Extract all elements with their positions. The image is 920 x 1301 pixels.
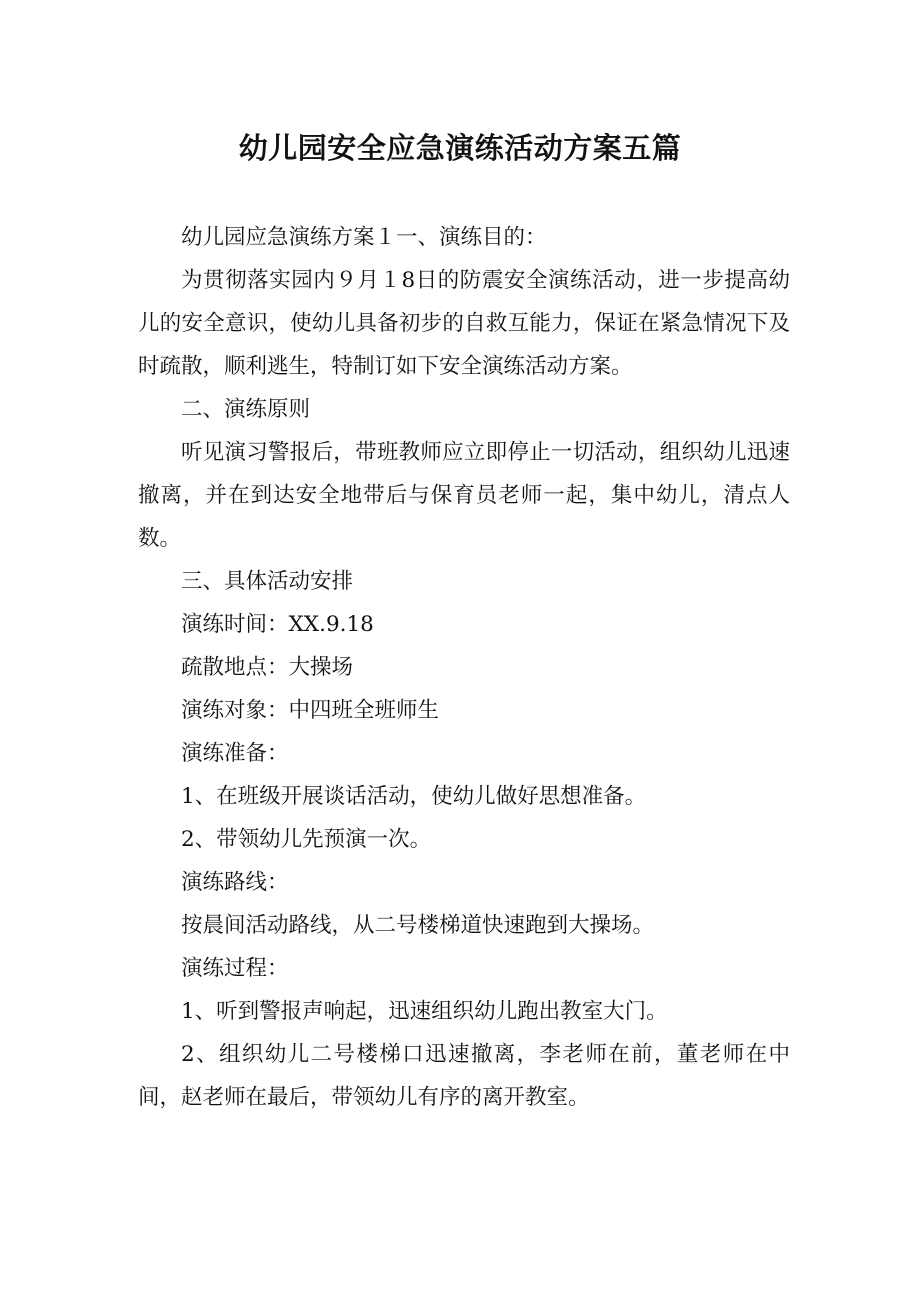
paragraph-process-2: 2、组织幼儿二号楼梯口迅速撤离，李老师在前，董老师在中间，赵老师在最后，带领幼儿有序的离开教室。 bbox=[138, 1042, 790, 1110]
paragraph-preparation-2: 2、带领幼儿先预演一次。 bbox=[181, 827, 432, 852]
paragraph-drill-participants: 演练对象：中四班全班师生 bbox=[181, 698, 440, 723]
paragraph-principle-heading: 二、演练原则 bbox=[181, 397, 311, 422]
paragraph-purpose: 为贯彻落实园内９月１8日的防震安全演练活动，进一步提高幼儿的安全意识，使幼儿具备初步的自救互能力，保证在紧急情况下及时疏散，顺利逃生，特制订如下安全演练活动方案。 bbox=[138, 268, 790, 379]
paragraph-arrangement-heading: 三、具体活动安排 bbox=[181, 569, 354, 594]
paragraph-route: 按晨间活动路线，从二号楼梯道快速跑到大操场。 bbox=[181, 913, 655, 938]
paragraph-principle: 听见演习警报后，带班教师应立即停止一切活动，组织幼儿迅速撤离，并在到达安全地带后与保育员老师一起，集中幼儿，清点人数。 bbox=[138, 440, 790, 551]
paragraph-drill-time: 演练时间：XX.9.18 bbox=[181, 612, 374, 637]
document-body bbox=[138, 216, 790, 1119]
paragraph-preparation-1: 1、在班级开展谈话活动，使幼儿做好思想准备。 bbox=[181, 784, 647, 809]
paragraph-preparation-heading: 演练准备： bbox=[181, 741, 289, 766]
paragraph-evacuation-site: 疏散地点：大操场 bbox=[181, 655, 354, 680]
paragraph-process-heading: 演练过程： bbox=[181, 956, 289, 981]
document-title: 幼儿园安全应急演练活动方案五篇 bbox=[238, 131, 682, 165]
paragraph-route-heading: 演练路线： bbox=[181, 870, 289, 895]
paragraph-process-1: 1、听到警报声响起，迅速组织幼儿跑出教室大门。 bbox=[181, 999, 668, 1024]
paragraph-purpose-heading: 幼儿园应急演练方案１一、演练目的： bbox=[181, 225, 547, 250]
